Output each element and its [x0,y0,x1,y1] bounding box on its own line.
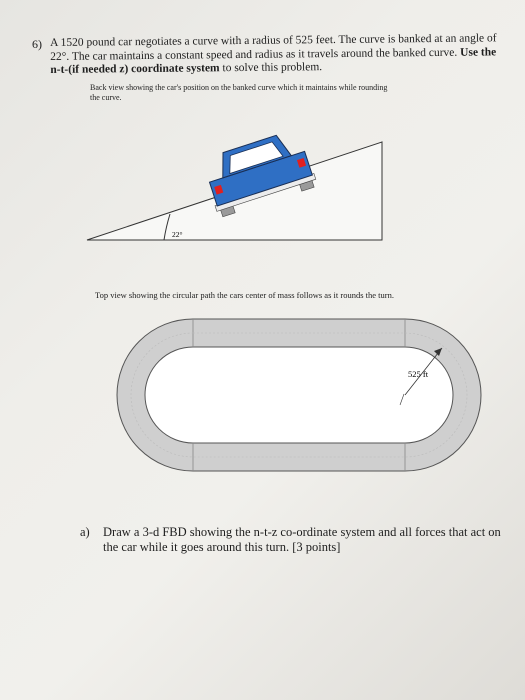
back-view-caption: Back view showing the car's position on the banked curve which it maintains while rounding the curve. [90,83,388,102]
track-infield [145,347,453,443]
top-view-caption: Top view showing the circular path the cars center of mass follows as it rounds the turn. [95,290,394,300]
problem-number: 6) [32,37,42,51]
problem-text-bold: Use the n-t-(if needed z) coordinate system [50,45,497,76]
part-a-text: Draw a 3-d FBD showing the n-t-z co-ordinate system and all forces that act on the car while it goes around this turn. [3 points] [103,525,501,554]
part-a-label: a) [80,525,90,539]
angle-label: 22° [172,230,183,239]
radius-label: 525 ft [408,369,429,379]
problem-text-end: to solve this problem. [219,61,323,75]
problem-text-main: A 1520 pound car negotiates a curve with a radius of 525 feet. The curve is banked at an angle of 22°. The car maintains a constant speed and radius as it travels around the banked curve. [50,32,497,63]
